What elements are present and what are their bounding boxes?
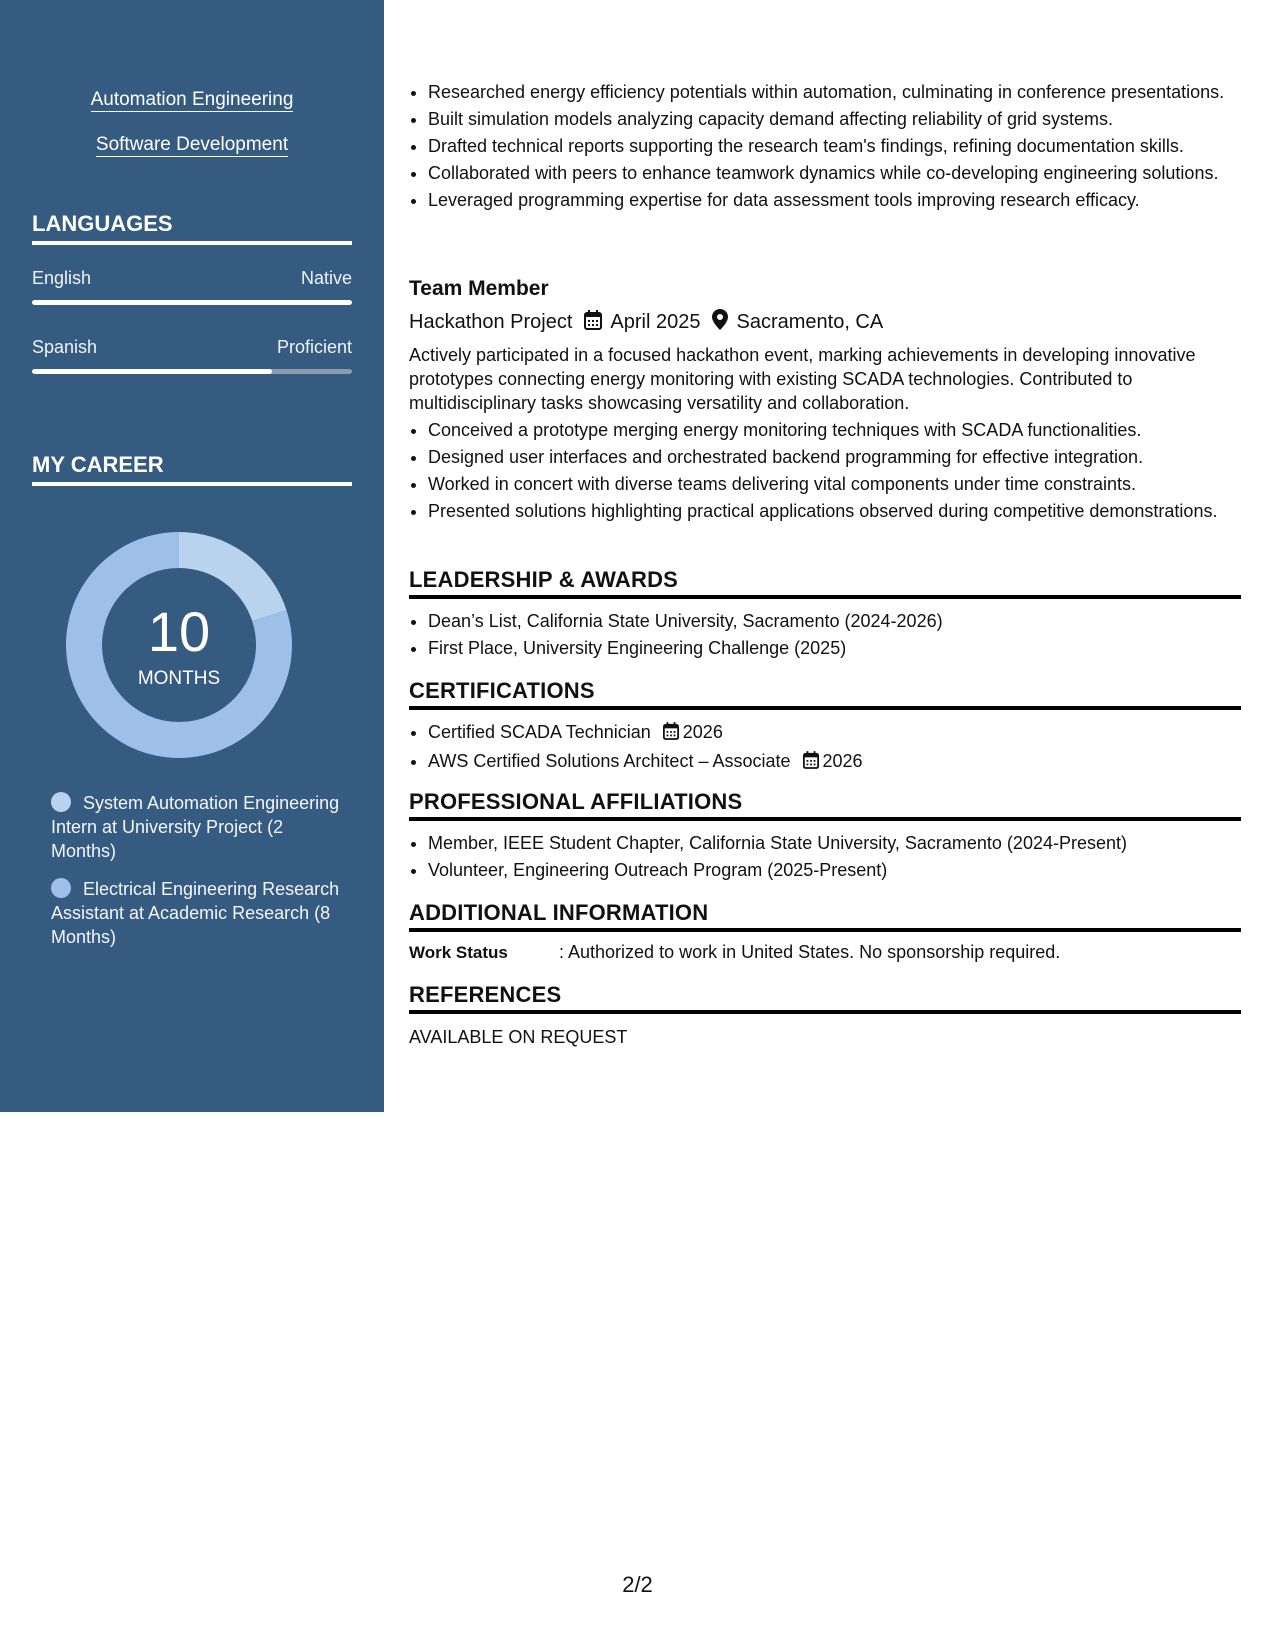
- list-item: • Collaborated with peers to enhance teamwork dynamics while co-developing engineering solutions.: [428, 161, 1241, 185]
- affiliations-list: [409, 831, 1241, 885]
- job-title: Team Member: [409, 277, 549, 300]
- language-bar-fill: [32, 300, 352, 305]
- language-row-english: [32, 268, 352, 289]
- skill-link-automation-engineering[interactable]: Automation Engineering: [90, 89, 294, 110]
- list-item: • AWS Certified Solutions Architect – Associate 2026: [428, 749, 1241, 775]
- list-item: • Drafted technical reports supporting the research team's findings, refining documentation skills.: [428, 134, 1241, 158]
- calendar-icon: [663, 722, 679, 746]
- sidebar: [0, 0, 384, 1112]
- legend-dot-icon: [51, 792, 71, 812]
- list-item: • Certified SCADA Technician 2026: [428, 720, 1241, 746]
- career-total-months: 10: [147, 600, 211, 663]
- list-item: • Volunteer, Engineering Outreach Program (2025-Present): [428, 858, 1241, 882]
- language-name: Spanish: [32, 337, 98, 357]
- list-item: • Conceived a prototype merging energy monitoring techniques with SCADA functionalities.: [428, 418, 1241, 442]
- list-item: • First Place, University Engineering Challenge (2025): [428, 636, 1241, 660]
- job-location: Sacramento, CA: [736, 311, 884, 333]
- career-legend-item: System Automation Engineering Intern at University Project (2 Months): [51, 793, 340, 861]
- work-status-key: Work Status: [409, 943, 508, 962]
- career-legend-item: Electrical Engineering Research Assistant at Academic Research (8 Months): [51, 879, 340, 947]
- career-unit-label: MONTHS: [137, 668, 221, 689]
- calendar-icon: [803, 751, 819, 775]
- language-name: English: [32, 268, 92, 288]
- leadership-list: [409, 609, 1241, 663]
- list-item: • Researched energy efficiency potentials within automation, culminating in conference presentations.: [428, 80, 1241, 104]
- section-title-affiliations: PROFESSIONAL AFFILIATIONS: [409, 789, 1241, 821]
- list-item: • Presented solutions highlighting practical applications observed during competitive demonstrations.: [428, 499, 1241, 523]
- work-status-value: : Authorized to work in United States. No sponsorship required.: [559, 942, 1061, 962]
- experience-bullets: [409, 80, 1241, 215]
- languages-heading: LANGUAGES: [32, 211, 352, 245]
- language-bar-fill: [32, 369, 272, 374]
- list-item: • Member, IEEE Student Chapter, California State University, Sacramento (2024-Present): [428, 831, 1241, 855]
- list-item: • Designed user interfaces and orchestrated backend programming for effective integration.: [428, 445, 1241, 469]
- career-heading: MY CAREER: [32, 452, 352, 486]
- job-meta: [409, 309, 1241, 336]
- section-title-certifications: CERTIFICATIONS: [409, 678, 1241, 710]
- language-bar-spanish: [32, 369, 352, 374]
- language-level: Native: [300, 268, 352, 288]
- list-item: • Built simulation models analyzing capacity demand affecting reliability of grid systems.: [428, 107, 1241, 131]
- list-item: • Worked in concert with diverse teams delivering vital components under time constraints.: [428, 472, 1241, 496]
- page-number: 2/2: [622, 1572, 653, 1597]
- job-summary: Actively participated in a focused hackathon event, marking achievements in developing innovative prototypes connecting energy monitoring with existing SCADA technologies. Contributed to multidisciplinary tasks showcasing versatility and collaboration.: [409, 345, 1196, 413]
- work-status-row: [409, 942, 1241, 963]
- location-pin-icon: [712, 309, 728, 336]
- section-title-references: REFERENCES: [409, 982, 1241, 1014]
- list-item: • Leveraged programming expertise for data assessment tools improving research efficacy.: [428, 188, 1241, 212]
- calendar-icon: [584, 310, 602, 336]
- language-level: Proficient: [276, 337, 352, 357]
- language-bar-english: [32, 300, 352, 305]
- legend-dot-icon: [51, 878, 71, 898]
- job-organization: Hackathon Project: [409, 311, 573, 333]
- career-donut-chart: [66, 532, 292, 758]
- list-item: • Dean’s List, California State University, Sacramento (2024-2026): [428, 609, 1241, 633]
- section-title-leadership: LEADERSHIP & AWARDS: [409, 567, 1241, 599]
- language-row-spanish: [32, 337, 352, 358]
- certifications-list: [409, 720, 1241, 778]
- section-title-additional: ADDITIONAL INFORMATION: [409, 900, 1241, 932]
- job-date: April 2025: [610, 311, 701, 333]
- skill-link-software-development[interactable]: Software Development: [95, 134, 289, 155]
- references-text: AVAILABLE ON REQUEST: [409, 1027, 628, 1047]
- job-bullets: [409, 418, 1241, 526]
